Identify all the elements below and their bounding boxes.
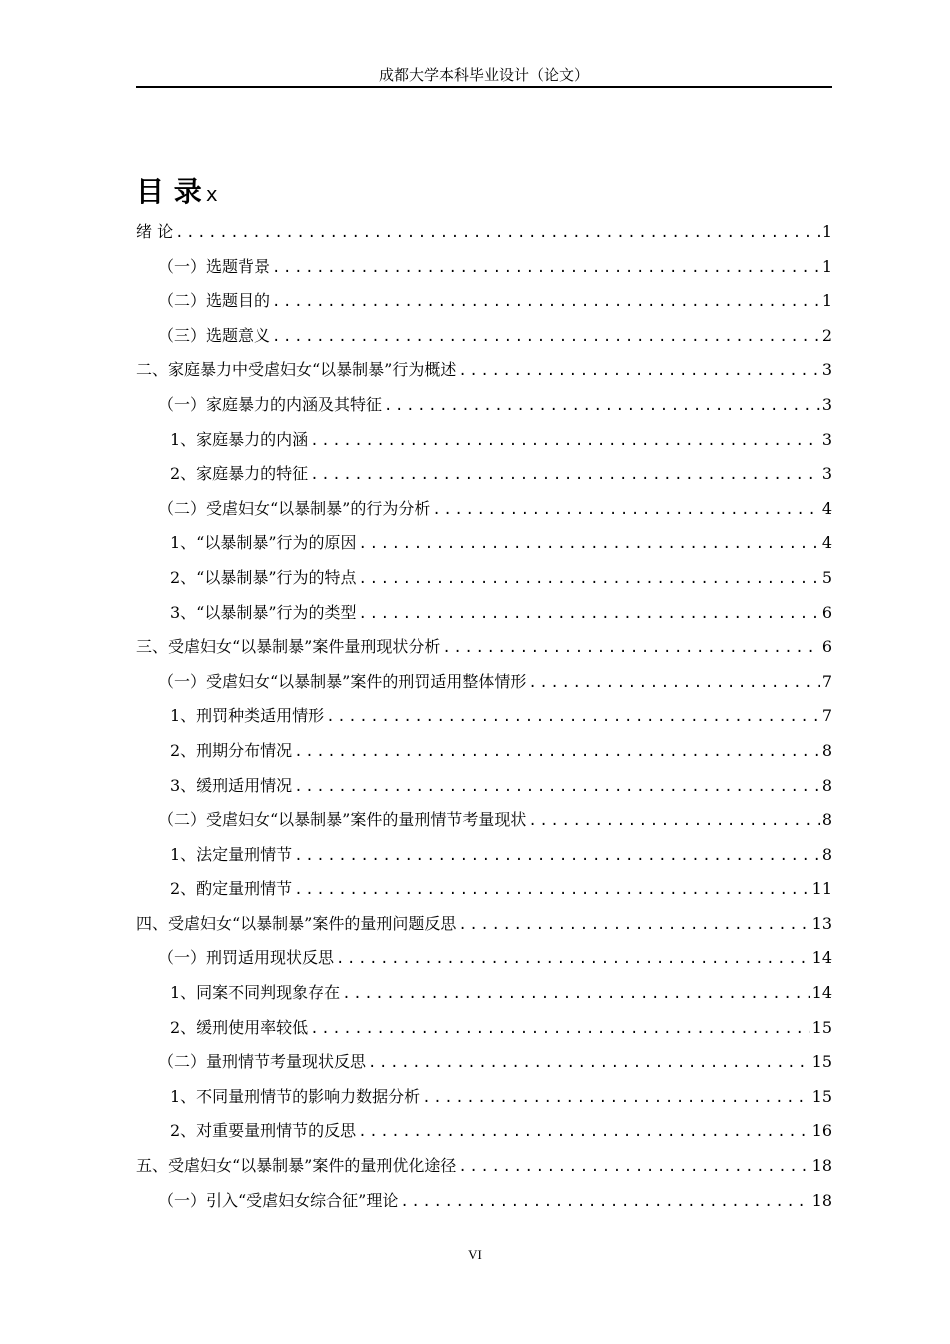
- toc-dot-leader: [359, 597, 820, 632]
- toc-entry-text: 1、法定量刑情节: [170, 844, 293, 864]
- toc-entry-page: 16: [811, 1121, 832, 1141]
- toc-entry[interactable]: [136, 284, 832, 319]
- toc-dot-leader: [358, 1115, 809, 1150]
- toc-entry-page: 1: [821, 291, 832, 311]
- toc-entry[interactable]: [136, 907, 832, 942]
- toc-entry[interactable]: [136, 630, 832, 665]
- toc-entry[interactable]: [136, 353, 832, 388]
- toc-entry-page: 8: [821, 844, 832, 864]
- toc-dot-leader: [294, 873, 809, 908]
- toc-entry[interactable]: [136, 1080, 832, 1115]
- toc-entry-page: 18: [811, 1156, 832, 1176]
- toc-dot-leader: [442, 631, 819, 666]
- toc-dot-leader: [310, 1012, 809, 1047]
- toc-entry[interactable]: [136, 388, 832, 423]
- toc-dot-leader: [294, 839, 820, 874]
- toc-dot-leader: [342, 977, 809, 1012]
- toc-entry[interactable]: [136, 699, 832, 734]
- toc-entry-text: 2、家庭暴力的特征: [170, 464, 309, 484]
- toc-entry[interactable]: [136, 976, 832, 1011]
- toc-entry-text: 1、不同量刑情节的影响力数据分析: [170, 1086, 421, 1106]
- toc-dot-leader: [272, 320, 820, 355]
- toc-entry[interactable]: [136, 423, 832, 458]
- toc-entry-text: 3、“以暴制暴”行为的类型: [170, 602, 357, 622]
- toc-entry-text: 二、家庭暴力中受虐妇女“以暴制暴”行为概述: [136, 360, 457, 380]
- toc-entry-page: 2: [821, 325, 832, 345]
- toc-entry[interactable]: [136, 250, 832, 285]
- toc-entry-page: 7: [821, 706, 832, 726]
- toc-entry-page: 8: [821, 740, 832, 760]
- toc-entry-text: （一）家庭暴力的内涵及其特征: [158, 394, 383, 414]
- toc-dot-leader: [458, 354, 819, 389]
- toc-entry-page: 5: [821, 567, 832, 587]
- toc-dot-leader: [359, 562, 820, 597]
- toc-entry-page: 15: [811, 1017, 832, 1037]
- toc-entry-text: （一）受虐妇女“以暴制暴”案件的刑罚适用整体情形: [158, 671, 527, 691]
- toc-entry-page: 7: [821, 671, 832, 691]
- toc-title-text: 目 录: [136, 175, 202, 208]
- toc-dot-leader: [272, 285, 820, 320]
- toc-dot-leader: [528, 666, 819, 701]
- toc-entry-page: 13: [811, 913, 832, 933]
- toc-entry-text: 3、缓刑适用情况: [170, 775, 293, 795]
- toc-dot-leader: [384, 389, 820, 424]
- toc-dot-leader: [272, 251, 820, 286]
- toc-entry[interactable]: [136, 665, 832, 700]
- toc-entry-page: 14: [811, 948, 832, 968]
- toc-dot-leader: [175, 216, 820, 251]
- toc-title-marker: x: [205, 182, 218, 206]
- toc-entry-page: 11: [811, 879, 832, 899]
- toc-entry[interactable]: [136, 941, 832, 976]
- toc-dot-leader: [458, 908, 809, 943]
- toc-entry[interactable]: [136, 561, 832, 596]
- toc-entry-text: （二）选题目的: [158, 291, 271, 311]
- toc-entry[interactable]: [136, 526, 832, 561]
- toc-entry[interactable]: [136, 1184, 832, 1219]
- toc-dot-leader: [422, 1081, 809, 1116]
- toc-dot-leader: [528, 804, 819, 839]
- toc-dot-leader: [400, 1185, 809, 1220]
- toc-entry[interactable]: [136, 1149, 832, 1184]
- toc-entry-text: 四、受虐妇女“以暴制暴”案件的量刑问题反思: [136, 913, 457, 933]
- toc-entry-page: 15: [811, 1052, 832, 1072]
- page-header: [136, 62, 832, 88]
- toc-dot-leader: [310, 424, 820, 459]
- toc-list: [136, 215, 832, 1218]
- toc-entry-text: （一）引入“受虐妇女综合征”理论: [158, 1190, 399, 1210]
- toc-entry-page: 8: [821, 810, 832, 830]
- toc-entry-text: 1、“以暴制暴”行为的原因: [170, 533, 357, 553]
- toc-dot-leader: [326, 700, 820, 735]
- toc-entry-text: 三、受虐妇女“以暴制暴”案件量刑现状分析: [136, 637, 441, 657]
- toc-title: [136, 170, 218, 214]
- toc-entry[interactable]: [136, 734, 832, 769]
- toc-dot-leader: [294, 770, 820, 805]
- toc-entry[interactable]: [136, 319, 832, 354]
- toc-entry-page: 6: [821, 602, 832, 622]
- toc-entry-page: 4: [821, 498, 832, 518]
- toc-entry-text: （二）受虐妇女“以暴制暴”的行为分析: [158, 498, 431, 518]
- toc-entry[interactable]: [136, 492, 832, 527]
- toc-entry-page: 1: [821, 222, 832, 241]
- toc-entry-text: 1、刑罚种类适用情形: [170, 706, 325, 726]
- toc-entry-text: 2、缓刑使用率较低: [170, 1017, 309, 1037]
- toc-entry[interactable]: [136, 769, 832, 804]
- toc-entry-text: 1、同案不同判现象存在: [170, 983, 341, 1003]
- toc-entry[interactable]: [136, 1011, 832, 1046]
- toc-entry-page: 4: [821, 533, 832, 553]
- toc-entry-page: 8: [821, 775, 832, 795]
- toc-entry-text: （一）刑罚适用现状反思: [158, 948, 335, 968]
- toc-entry-text: （二）受虐妇女“以暴制暴”案件的量刑情节考量现状: [158, 810, 527, 830]
- toc-entry[interactable]: [136, 215, 832, 250]
- toc-dot-leader: [310, 458, 820, 493]
- toc-entry-page: 18: [811, 1190, 832, 1210]
- toc-entry-page: 3: [821, 394, 832, 414]
- toc-dot-leader: [359, 527, 820, 562]
- toc-entry[interactable]: [136, 838, 832, 873]
- toc-entry-page: 3: [821, 360, 832, 380]
- toc-entry-page: 15: [811, 1086, 832, 1106]
- toc-dot-leader: [294, 735, 820, 770]
- toc-entry-page: 14: [811, 983, 832, 1003]
- toc-entry-page: 1: [821, 256, 832, 276]
- toc-dot-leader: [432, 493, 819, 528]
- toc-entry[interactable]: [136, 596, 832, 631]
- toc-entry-page: 3: [821, 464, 832, 484]
- toc-entry-text: 绪 论: [136, 222, 174, 241]
- toc-entry-text: （三）选题意义: [158, 325, 271, 345]
- toc-entry-text: （一）选题背景: [158, 256, 271, 276]
- toc-entry-text: 1、家庭暴力的内涵: [170, 429, 309, 449]
- toc-dot-leader: [336, 942, 810, 977]
- toc-entry-text: 2、酌定量刑情节: [170, 879, 293, 899]
- toc-entry-text: （二）量刑情节考量现状反思: [158, 1052, 367, 1072]
- toc-entry-text: 2、“以暴制暴”行为的特点: [170, 567, 357, 587]
- header-title: 成都大学本科毕业设计（论文）: [378, 66, 589, 84]
- toc-dot-leader: [368, 1046, 810, 1081]
- toc-dot-leader: [458, 1150, 809, 1185]
- toc-entry-page: 6: [821, 637, 832, 657]
- toc-entry[interactable]: [136, 1045, 832, 1080]
- page-number: VI: [468, 1247, 482, 1262]
- toc-entry-text: 2、对重要量刑情节的反思: [170, 1121, 357, 1141]
- toc-entry[interactable]: [136, 457, 832, 492]
- toc-entry[interactable]: [136, 803, 832, 838]
- toc-entry[interactable]: [136, 872, 832, 907]
- toc-entry-text: 2、刑期分布情况: [170, 740, 293, 760]
- toc-entry-text: 五、受虐妇女“以暴制暴”案件的量刑优化途径: [136, 1156, 457, 1176]
- toc-entry[interactable]: [136, 1114, 832, 1149]
- toc-entry-page: 3: [821, 429, 832, 449]
